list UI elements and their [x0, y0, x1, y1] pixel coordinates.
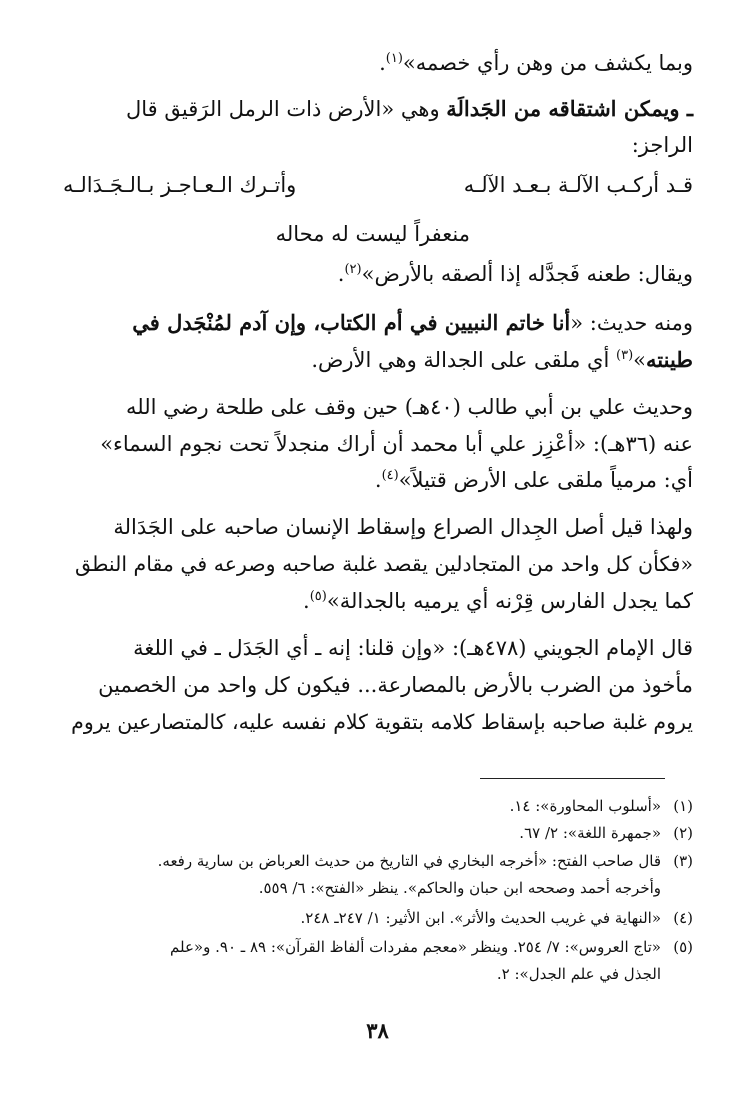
paragraph-line: يروم غلبة صاحبه بإسقاط كلامه بتقوية كلام نفسه عليه، كالمتصارعين يروم	[71, 710, 693, 734]
paragraph-line: ولهذا قيل أصل الجِدال الصراع وإسقاط الإنسان صاحبه على الجَدَالة	[113, 515, 693, 539]
paragraph-line: الراجز:	[631, 133, 693, 157]
paragraph-line: كما يجدل الفارس قِرْنه أي يرميه بالجدالة»$^{(٥)}$.	[303, 589, 693, 613]
verse-first-hemistich: قـد أركـب الآلـة بـعـد الآلـه	[463, 173, 693, 197]
footnote-separator	[480, 778, 665, 779]
paragraph-line: ـ ويمكن اشتقاقه من الجَدالَة وهي «الأرض ذات الرمل الرَقيق قال	[125, 96, 693, 121]
footnote: (١)«أسلوب المحاورة»: ١٤.	[509, 797, 693, 815]
paragraph-line: قال الإمام الجويني (٤٧٨هـ): «وإن قلنا: إنه ـ أي الجَدَل ـ في اللغة	[133, 636, 693, 660]
verse-line: منعفراً ليست له محاله	[275, 222, 470, 246]
poem-verse	[63, 173, 693, 203]
footnote: الجذل في علم الجدل»: ٢.	[496, 965, 661, 983]
footnote: (٥)«تاج العروس»: ٧/ ٢٥٤. وينظر «معجم مفردات ألفاظ القرآن»: ٨٩ ـ ٩٠. و«علم	[170, 938, 693, 956]
page-number: ٣٨	[366, 1018, 389, 1043]
paragraph-line: «فكأن كل واحد من المتجادلين يقصد غلبة صاحبه وصرعه في مقام النطق	[74, 552, 693, 576]
paragraph-line: مأخوذ من الضرب بالأرض بالمصارعة... فيكون كل واحد من الخصمين	[98, 673, 693, 697]
paragraph-line: طينته»$^{(٣)}$ أي ملقى على الجدالة وهي الأرض.	[311, 347, 693, 372]
footnote: (٣)قال صاحب الفتح: «أخرجه البخاري في التاريخ من حديث العرباض بن سارية رفعه.	[157, 852, 693, 870]
paragraph-line: وحديث علي بن أبي طالب (٤٠هـ) حين وقف على طلحة رضي الله	[126, 395, 693, 419]
paragraph-line: وبما يكشف من وهن رأي خصمه»$^{(١)}$.	[379, 51, 693, 75]
footnote: (٢)«جمهرة اللغة»: ٢/ ٦٧.	[519, 824, 693, 842]
footnote: وأخرجه أحمد وصححه ابن حبان والحاكم». ينظر «الفتح»: ٦/ ٥٥٩.	[258, 879, 661, 897]
footnote: (٤)«النهاية في غريب الحديث والأثر». ابن الأثير: ١/ ٢٤٧ـ ٢٤٨.	[300, 909, 693, 927]
paragraph-line: ويقال: طعنه فَجدَّله إذا ألصقه بالأرض»$^{(٢)}$.	[337, 262, 693, 286]
paragraph-line: عنه (٣٦هـ): «أعْزِز علي أبا محمد أن أراك منجدلاً تحت نجوم السماء»	[100, 432, 693, 456]
verse-second-hemistich: وأتـرك الـعـاجـز بـالـجَـدَالـه	[63, 173, 297, 197]
paragraph-line: أي: مرمياً ملقى على الأرض قتيلاً»$^{(٤)}$.	[374, 468, 693, 492]
paragraph-line: ومنه حديث: «أنا خاتم النبيين في أم الكتاب، وإن آدم لمُنْجَدل في	[132, 310, 693, 335]
